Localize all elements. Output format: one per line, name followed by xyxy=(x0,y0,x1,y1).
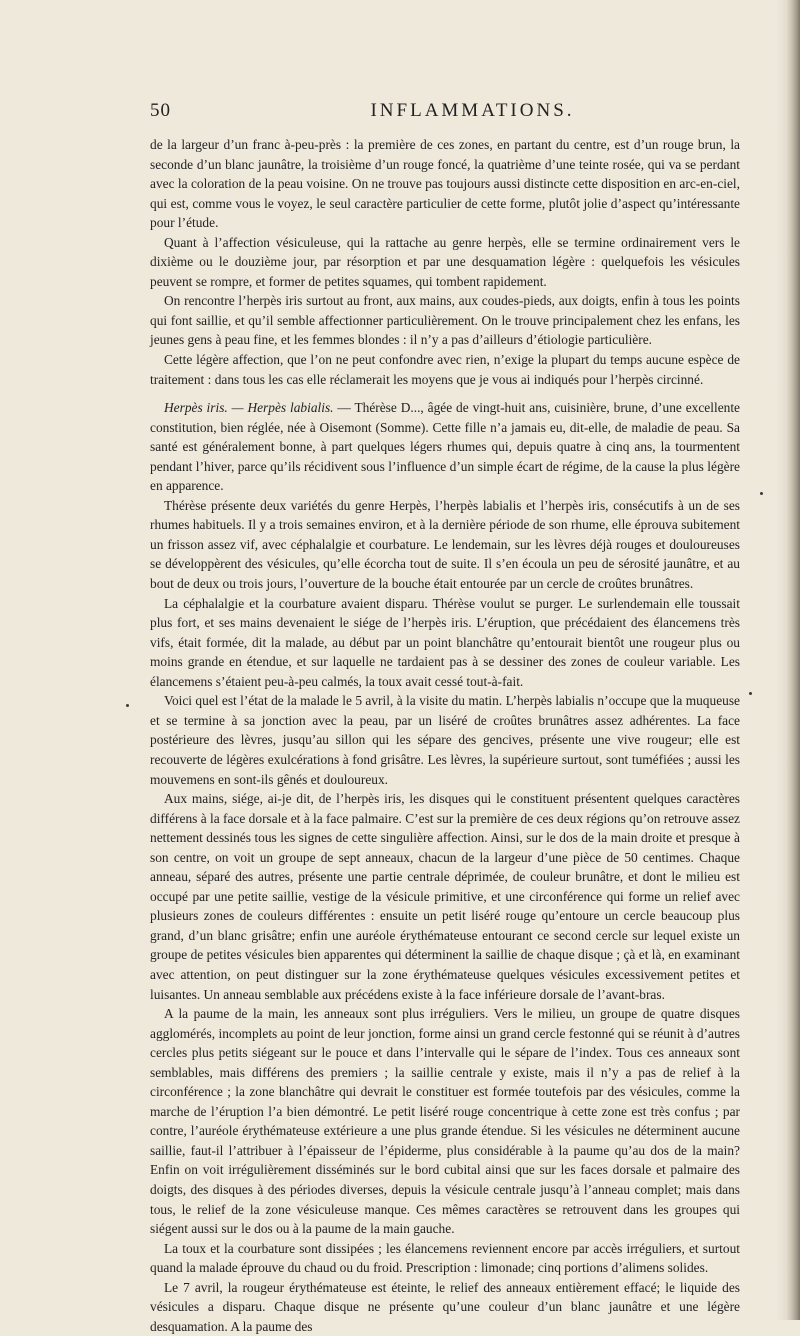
paragraph: Quant à l’affection vésiculeuse, qui la rattache au genre herpès, elle se termine ordinairement vers le dixième ou le douzième jour, par résorption et par une desquamation légère : quelquefois les vésicules peuvent se rompre, et former de petites squames, qui tombent rapidement. xyxy=(150,234,740,289)
case-text: — Thérèse D..., âgée de vingt-huit ans, cuisinière, brune, d’une excellente constitution, bien réglée, née à Oisemont (Somme). Cette fille n’a jamais eu, dit-elle, de maladie de peau. Sa santé est généralement bonne, à part quelques légers rhumes qui, depuis quatre à cinq ans, la tourmentent pendant l’hiver, parce qu’ils récidivent sous l’influence d’un simple écart de régime, de la cause la plus légère en apparence. xyxy=(150,400,740,494)
page-number: 50 xyxy=(150,100,171,121)
page-shadow xyxy=(776,0,786,1320)
paragraph: La toux et la courbature sont dissipées ; les élancemens reviennent encore par accès irréguliers, et surtout quand la malade éprouve du chaud ou du froid. Prescription : limonade; cinq portions d’alimens solides. xyxy=(150,1240,740,1276)
page-header xyxy=(150,100,715,130)
paragraph: Le 7 avril, la rougeur érythémateuse est éteinte, le relief des anneaux entièrement effacé; le liquide des vésicules a disparu. Chaque disque ne présente qu’une couleur d’un blanc jaunâtre et une légère desquamation. A la paume des xyxy=(150,1279,740,1334)
paragraph: La céphalalgie et la courbature avaient disparu. Thérèse voulut se purger. Le surlendemain elle toussait plus fort, et ses mains devenaient le siége de l’herpès iris. L’éruption, que précédaient des élancemens très vifs, était formée, dit la malade, au début par un point blanchâtre qu’entourait bientôt une rougeur plus ou moins grande en étendue, et sur laquelle ne tardaient pas à se dessiner des zones de couleur variable. Les élancemens s’étaient peu-à-peu calmés, la toux avait cessé tout-à-fait. xyxy=(150,595,740,689)
paragraph: Aux mains, siége, ai-je dit, de l’herpès iris, les disques qui le constituent présentent quelques caractères différens à la face dorsale et à la face palmaire. C’est sur la première de ces deux régions qu’on retrouve assez nettement dessinés tous les signes de cette singulière affection. Ainsi, sur le dos de la main droite et presque à son centre, on voit un groupe de sept anneaux, chacun de la largeur d’une pièce de 50 centimes. Chaque anneau, séparé des autres, présente une partie centrale déprimée, de couleur brunâtre, et dont le milieu est occupé par une petite saillie, vestige de la vésicule primitive, et une circonférence qui forme un relief avec plusieurs zones de couleurs différentes : ensuite un petit liséré rouge qu’entoure un cercle beaucoup plus grand, d’un blanc grisâtre; enfin une auréole érythémateuse entourant ce second cercle sur lequel existe un groupe de petites vésicules bien apparentes qui déterminent la saillie de chaque disque ; çà et là, en examinant avec attention, on peut distinguer sur la zone érythémateuse quelques vésicules excessivement petites et luisantes. Un anneau semblable aux précédens existe à la face inférieure dorsale de l’avant-bras. xyxy=(150,791,740,1002)
ink-spot xyxy=(126,704,129,707)
text-body xyxy=(150,135,740,1336)
paragraph: de la largeur d’un franc à-peu-près : la première de ces zones, en partant du centre, est d’un rouge brun, la seconde d’un blanc jaunâtre, la troisième d’un rouge foncé, la quatrième d’une teinte rosée, qui va se perdant avec la coloration de la peau voisine. On ne trouve pas toujours aussi distincte cette disposition en arc-en-ciel, qui est, comme vous le voyez, le seul caractère particulier de cette forme, plutôt jolie d’aspect qu’intéressante pour l’étude. xyxy=(150,137,740,231)
ink-spot xyxy=(749,692,752,695)
case-paragraph xyxy=(150,398,740,496)
paragraph: Voici quel est l’état de la malade le 5 avril, à la visite du matin. L’herpès labialis n’occupe que la muqueuse et se termine à sa jonction avec la peau, par un liséré de croûtes brunâtres assez adhérentes. La face postérieure des lèvres, jusqu’au sillon qui les sépare des gencives, présente une vive rougeur; elle est recouverte de légères exulcérations à fond grisâtre. Les lèvres, la supérieure surtout, sont tuméfiées ; aussi les mouvemens en sont-ils gênés et douloureux. xyxy=(150,693,740,787)
running-title: INFLAMMATIONS. xyxy=(370,100,575,121)
page-edge xyxy=(786,0,800,1320)
paragraph: Cette légère affection, que l’on ne peut confondre avec rien, n’exige la plupart du temps aucune espèce de traitement : dans tous les cas elle réclamerait les moyens que je vous ai indiqués pour l’herpès circinné. xyxy=(150,352,740,387)
ink-spot xyxy=(760,492,763,495)
paragraph: On rencontre l’herpès iris surtout au front, aux mains, aux coudes-pieds, aux doigts, enfin à tous les points qui font saillie, et qu’il semble affectionner particulièrement. On le trouve principalement chez les enfans, les jeunes gens à peau fine, et les femmes blondes : il n’y a pas d’ailleurs d’étiologie particulière. xyxy=(150,293,740,348)
paragraph: Thérèse présente deux variétés du genre Herpès, l’herpès labialis et l’herpès iris, consécutifs à un de ses rhumes habituels. Il y a trois semaines environ, et à la dernière période de son rhume, elle éprouva subitement un frisson assez vif, avec céphalalgie et courbature. Le lendemain, sur les lèvres déjà rouges et douloureuses se développèrent des vésicules, qu’elle écorcha tout de suite. Il s’en écoula un peu de sérosité jaunâtre, et au bout de deux ou trois jours, l’ouverture de la bouche était entourée par un cercle de croûtes brunâtres. xyxy=(150,497,740,592)
case-heading: Herpès iris. — Herpès labialis. xyxy=(164,400,334,416)
paragraph: A la paume de la main, les anneaux sont plus irréguliers. Vers le milieu, un groupe de quatre disques agglomérés, incomplets au point de leur jonction, forme ainsi un grand cercle festonné qui se réunit à d’autres cercles plus petits siégeant sur le pouce et dans l’intervalle qui le sépare de l’index. Tous ces anneaux sont semblables, mais différens des premiers ; la saillie centrale y existe, mais il n’y a pas de relief à la circonférence ; la zone blanchâtre qui devrait le constituer est formée toutefois par des vésicules, comme la marche de l’éruption l’a bien démontré. Le petit liséré rouge concentrique à cette zone est très confus ; par contre, l’auréole érythémateuse extérieure a une plus grande étendue. Si les vésicules ne déterminent aucune saillie, faut-il l’attribuer à l’épaisseur de l’épiderme, plus considérable à la paume qu’au dos de la main? Enfin on voit irrégulièrement disséminés sur le bord cubital ainsi que sur les faces dorsale et palmaire des doigts, des disques à des périodes diverses, depuis la vésicule centrale jusqu’à l’anneau complet; mais dans tous, le relief de la zone vésiculeuse manque. Ces mêmes caractères se retrouvent dans les groupes qui siégent aussi sur le dos ou à la paume de la main gauche. xyxy=(150,1006,740,1237)
